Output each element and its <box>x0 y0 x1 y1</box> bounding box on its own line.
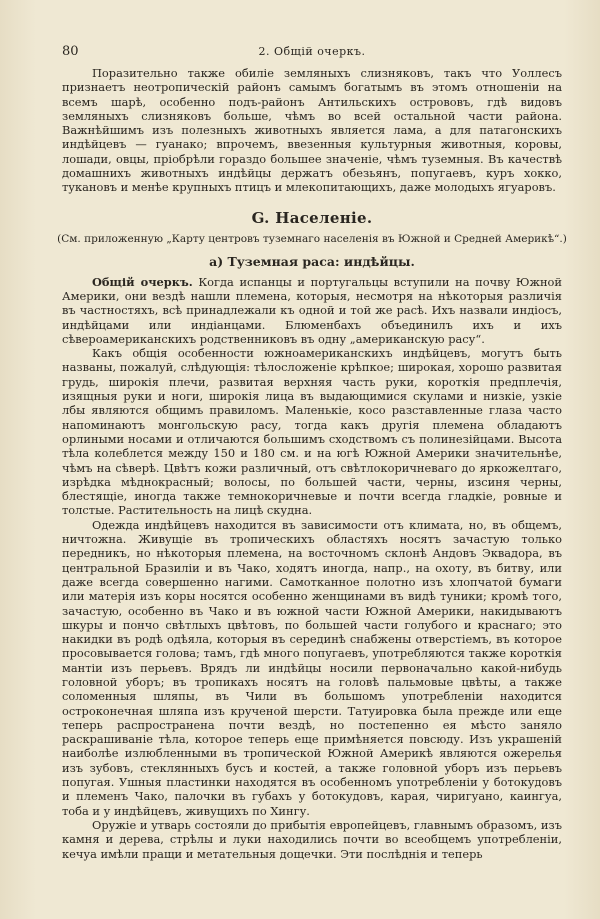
paragraph-physical-traits: Какъ общія особенности южноамериканскихъ индѣйцевъ, могутъ быть названы, пожалуй, слѣдующія: тѣлосложеніе крѣпкое; широкая, хорошо развитая грудь, широкія плечи, развитая верхняя часть руки, короткія предплечія, изящныя руки и ноги, широкія лица въ выдающимися скулами и низкіе, узкіе лбы являются общимъ правиломъ. Маленькіе, косо разставленные глаза часто напоминаютъ монгольскую расу, тогда какъ другія племена обладаютъ орлиными носами и отличаются большимъ сходствомъ съ полинезійцами. Высота тѣла колеблется между 150 и 180 см. и на югѣ Южной Америки значительнѣе, чѣмъ на сѣверѣ. Цвѣтъ кожи различный, отъ свѣтлокоричневаго до яркожелтаго, изрѣдка мѣднокрасный; волосы, по большей части, черны, изсиня черны, блестящіе, иногда также темнокоричневые и почти всегда гладкіе, ровные и толстые. Растительность на лицѣ скудна. <box>62 346 562 518</box>
map-reference-note: (См. приложенную „Карту центровъ туземнаго населенія въ Южной и Средней Америкѣ“.) <box>57 232 567 245</box>
paragraph-slugs-and-animals: Поразительно также обиліе земляныхъ слизняковъ, такъ что Уоллесъ признаетъ неотропическій районъ самымъ богатымъ въ этомъ отношеніи на всемъ шарѣ, особенно подъ-районъ Антильскихъ острововъ, гдѣ видовъ земляныхъ слизняковъ больше, чѣмъ во всей остальной части района. Важнѣйшимъ изъ полезныхъ животныхъ является лама, а для патагонскихъ индѣйцевъ — гуанако; впрочемъ, ввезенныя культурныя животныя, коровы, лошади, овцы, пріобрѣли гораздо большее значеніе, чѣмъ туземныя. Въ качествѣ домашнихъ животныхъ индѣйцы держатъ обезьянъ, попугаевъ, куръ хокко, тукановъ и менѣе крупныхъ птицъ и млекопитающихъ, даже молодыхъ ягуаровъ. <box>62 66 562 195</box>
paragraph-general-overview <box>62 275 562 346</box>
running-title: 2. Общій очеркъ. <box>258 45 366 58</box>
paragraph-weapons: Оружіе и утварь состояли до прибытія европейцевъ, главнымъ образомъ, изъ камня и дерева, стрѣлы и луки находились почти во всеобщемъ употребленіи, кечуа имѣли пращи и метательныя дощечки. Эти послѣднія и теперь <box>62 817 562 861</box>
paragraph-overview-text: Когда испанцы и португальцы вступили на почву Южной Америки, они вездѣ нашли племена, которыя, несмотря на нѣкоторыя различія въ частностяхъ, всѣ принадлежали къ одной и той же расѣ. Ихъ назвали индіосъ, индѣйцами или индіанцами. Блюменбахъ объединилъ ихъ и ихъ сѣвероамериканскихъ родственниковъ въ одну „американскую расу“. <box>62 274 562 346</box>
paragraph-clothing: Одежда индѣйцевъ находится въ зависимости отъ климата, но, въ общемъ, ничтожна. Живущіе въ тропическихъ областяхъ носятъ зачастую только передникъ, но нѣкоторыя племена, на восточномъ склонѣ Андовъ Эквадора, въ центральной Бразиліи и въ Чако, ходятъ иногда, напр., на охоту, въ битву, или даже всегда совершенно нагими. Самотканное полотно изъ хлопчатой бумаги или матерія изъ коры носятся особенно женщинами въ видѣ туники; кромѣ того, зачастую, особенно въ Чако и въ южной части Южной Америки, накидываютъ шкуры и пончо свѣтлыхъ цвѣтовъ, по большей части голубого и краснаго; это накидки въ родѣ одѣяла, которыя въ серединѣ снабжены отверстіемъ, въ которое просовывается голова; тамъ, гдѣ много попугаевъ, употребляются также короткія мантіи изъ перьевъ. Врядъ ли индѣйцы носили первоначально какой-нибудь головной уборъ; въ тропикахъ носятъ на головѣ пальмовые цвѣты, а также соломенныя шляпы, въ Чили въ большомъ употребленіи находится остроконечная шляпа изъ крученой шерсти. Татуировка была прежде или еще теперь распространена почти вездѣ, но постепенно ея мѣсто заняло раскрашиваніе тѣла, которое теперь еще примѣняется повсюду. Изъ украшеній наиболѣе излюбленными въ тропической Южной Америкѣ являются ожерелья изъ зубовъ, стеклянныхъ бусъ и костей, а также головной уборъ изъ перьевъ попугая. Ушныя пластинки находятся въ особенномъ употребленіи у ботокудовъ и племенъ Чако, палочки въ губахъ у ботокудовъ, карая, чиригуано, каингуа, тоба и у индѣйцевъ, живущихъ по Хингу. <box>62 517 562 818</box>
running-header <box>62 44 562 66</box>
paragraph-lead-title: Общій очеркъ. <box>92 274 193 289</box>
section-heading: G. Населеніе. <box>251 208 373 227</box>
subsection-heading: а) Туземная раса: индѣйцы. <box>209 253 415 269</box>
page-number: 80 <box>62 44 79 59</box>
